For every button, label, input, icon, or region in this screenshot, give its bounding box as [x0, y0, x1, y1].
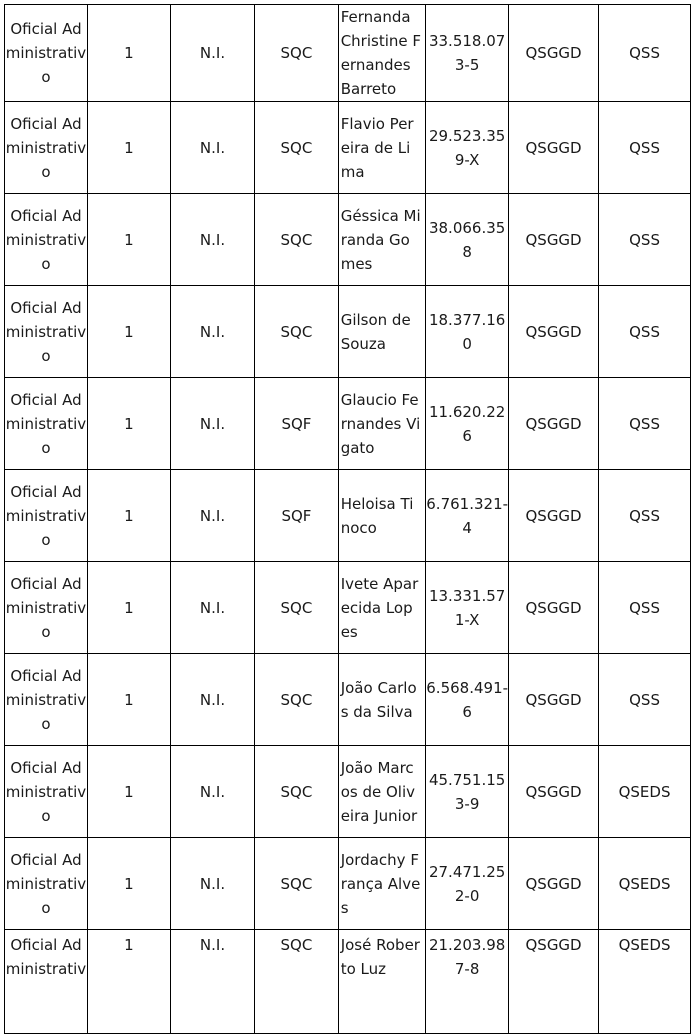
- quantidade-cell: 1: [87, 654, 170, 746]
- matricula-line: 38.066.35: [428, 218, 506, 237]
- tipo-cell: SQC: [255, 930, 339, 1034]
- cargo-cell: [5, 102, 88, 194]
- cargo-cell: [5, 286, 88, 378]
- matricula-cell: [426, 470, 509, 562]
- nome-line: Christine F: [340, 32, 422, 50]
- nome-cell: [338, 746, 426, 838]
- matricula-line: 2-0: [454, 886, 480, 905]
- cargo-cell: [5, 5, 88, 102]
- matricula-line: 1-X: [454, 610, 480, 629]
- quantidade-cell: 1: [87, 746, 170, 838]
- cargo-line: o: [41, 530, 51, 549]
- matricula-cell: [426, 654, 509, 746]
- cargo-line: Oficial Ad: [10, 666, 82, 685]
- matricula-cell: [426, 746, 509, 838]
- table-row: [5, 286, 691, 378]
- nome-line: es: [340, 622, 358, 641]
- matricula-line: 6: [462, 702, 472, 721]
- nome-cell: [338, 654, 426, 746]
- origem-cell: QSGGD: [509, 838, 599, 930]
- cargo-line: ministrativ: [5, 874, 87, 893]
- nome-line: Gilson de: [340, 310, 411, 329]
- quantidade-cell: 1: [87, 930, 170, 1034]
- table-row: [5, 930, 691, 1034]
- cargo-line: Oficial Ad: [10, 936, 82, 954]
- origem-cell: QSGGD: [509, 654, 599, 746]
- ni-cell: N.I.: [170, 930, 254, 1034]
- tipo-cell: SQC: [255, 654, 339, 746]
- destino-cell: QSS: [599, 194, 691, 286]
- nome-line: Ivete Apar: [340, 574, 419, 593]
- cargo-line: o: [41, 806, 51, 825]
- nome-cell: [338, 930, 426, 1034]
- origem-cell: QSGGD: [509, 930, 599, 1034]
- ni-cell: N.I.: [170, 562, 254, 654]
- destino-cell: QSS: [599, 5, 691, 102]
- nome-line: s: [340, 898, 349, 917]
- cargo-line: o: [41, 714, 51, 733]
- tipo-cell: SQC: [255, 286, 339, 378]
- origem-cell: QSGGD: [509, 286, 599, 378]
- ni-cell: N.I.: [170, 470, 254, 562]
- nome-line: Barreto: [340, 80, 397, 98]
- cargo-cell: [5, 562, 88, 654]
- cargo-cell: [5, 746, 88, 838]
- cargo-cell: [5, 838, 88, 930]
- nome-line: Géssica Mi: [340, 206, 421, 225]
- matricula-line: 27.471.25: [428, 862, 506, 881]
- matricula-cell: [426, 930, 509, 1034]
- matricula-line: 0: [462, 334, 472, 353]
- quantidade-cell: 1: [87, 838, 170, 930]
- nome-line: José Rober: [340, 936, 420, 954]
- table-row: [5, 470, 691, 562]
- tipo-cell: SQC: [255, 194, 339, 286]
- table-body: [5, 5, 691, 1034]
- nome-cell: [338, 470, 426, 562]
- servidores-table: [4, 4, 691, 1034]
- nome-line: mes: [340, 254, 373, 273]
- quantidade-cell: 1: [87, 470, 170, 562]
- cargo-line: Oficial Ad: [10, 114, 82, 133]
- origem-cell: QSGGD: [509, 5, 599, 102]
- cargo-line: o: [41, 68, 51, 86]
- cargo-line: ministrativ: [5, 414, 87, 433]
- destino-cell: QSS: [599, 102, 691, 194]
- cargo-line: ministrativ: [5, 960, 87, 978]
- nome-line: ernandes: [340, 56, 411, 74]
- cargo-line: o: [41, 346, 51, 365]
- cargo-line: ministrativ: [5, 782, 87, 801]
- destino-cell: QSS: [599, 654, 691, 746]
- nome-line: noco: [340, 518, 377, 537]
- table-row: [5, 562, 691, 654]
- nome-line: Glaucio Fe: [340, 390, 419, 409]
- tipo-cell: SQC: [255, 746, 339, 838]
- matricula-cell: [426, 562, 509, 654]
- cargo-line: o: [41, 622, 51, 641]
- nome-line: ma: [340, 162, 365, 181]
- matricula-line: 18.377.16: [428, 310, 506, 329]
- origem-cell: QSGGD: [509, 746, 599, 838]
- destino-cell: QSEDS: [599, 838, 691, 930]
- cargo-line: o: [41, 254, 51, 273]
- matricula-cell: [426, 838, 509, 930]
- cargo-line: ministrativ: [5, 506, 87, 525]
- nome-cell: [338, 838, 426, 930]
- nome-line: randa Go: [340, 230, 410, 249]
- table-row: [5, 5, 691, 102]
- nome-line: os de Oliv: [340, 782, 415, 801]
- nome-cell: [338, 378, 426, 470]
- cargo-line: Oficial Ad: [10, 20, 82, 38]
- nome-line: gato: [340, 438, 375, 457]
- quantidade-cell: 1: [87, 562, 170, 654]
- destino-cell: QSEDS: [599, 746, 691, 838]
- cargo-line: Oficial Ad: [10, 206, 82, 225]
- nome-cell: [338, 286, 426, 378]
- matricula-cell: [426, 378, 509, 470]
- tipo-cell: SQC: [255, 562, 339, 654]
- matricula-cell: [426, 194, 509, 286]
- cargo-line: Oficial Ad: [10, 390, 82, 409]
- cargo-line: Oficial Ad: [10, 298, 82, 317]
- quantidade-cell: 1: [87, 102, 170, 194]
- cargo-line: ministrativ: [5, 230, 87, 249]
- nome-line: eira Junior: [340, 806, 418, 825]
- matricula-line: 9-X: [454, 150, 480, 169]
- cargo-cell: [5, 378, 88, 470]
- nome-line: Jordachy F: [340, 850, 419, 869]
- quantidade-cell: 1: [87, 194, 170, 286]
- tipo-cell: SQF: [255, 378, 339, 470]
- cargo-line: Oficial Ad: [10, 758, 82, 777]
- tipo-cell: SQC: [255, 838, 339, 930]
- matricula-line: 29.523.35: [428, 126, 506, 145]
- nome-line: Fernanda: [340, 8, 411, 26]
- matricula-line: 33.518.07: [428, 32, 506, 50]
- nome-line: ecida Lop: [340, 598, 413, 617]
- matricula-line: 11.620.22: [428, 402, 506, 421]
- cargo-line: o: [41, 438, 51, 457]
- cargo-cell: [5, 930, 88, 1034]
- destino-cell: QSS: [599, 470, 691, 562]
- ni-cell: N.I.: [170, 378, 254, 470]
- nome-line: João Carlo: [340, 678, 417, 697]
- quantidade-cell: 1: [87, 5, 170, 102]
- nome-line: to Luz: [340, 960, 387, 978]
- cargo-cell: [5, 470, 88, 562]
- matricula-line: 4: [462, 518, 472, 537]
- matricula-cell: [426, 102, 509, 194]
- tipo-cell: SQF: [255, 470, 339, 562]
- cargo-line: o: [41, 898, 51, 917]
- origem-cell: QSGGD: [509, 102, 599, 194]
- nome-line: s da Silva: [340, 702, 413, 721]
- ni-cell: N.I.: [170, 5, 254, 102]
- cargo-line: ministrativ: [5, 44, 87, 62]
- nome-line: rança Alve: [340, 874, 421, 893]
- table-row: [5, 194, 691, 286]
- nome-line: eira de Li: [340, 138, 411, 157]
- cargo-line: ministrativ: [5, 322, 87, 341]
- cargo-line: Oficial Ad: [10, 482, 82, 501]
- destino-cell: QSS: [599, 562, 691, 654]
- nome-line: Souza: [340, 334, 386, 353]
- matricula-line: 21.203.98: [428, 936, 506, 954]
- cargo-line: ministrativ: [5, 690, 87, 709]
- nome-cell: [338, 194, 426, 286]
- nome-line: Flavio Per: [340, 114, 414, 133]
- matricula-line: 3-9: [454, 794, 480, 813]
- cargo-line: o: [41, 162, 51, 181]
- nome-cell: [338, 102, 426, 194]
- tipo-cell: SQC: [255, 102, 339, 194]
- nome-line: rnandes Vi: [340, 414, 421, 433]
- matricula-line: 6.761.321-: [426, 494, 509, 513]
- destino-cell: QSS: [599, 286, 691, 378]
- matricula-line: 6.568.491-: [426, 678, 509, 697]
- cargo-line: Oficial Ad: [10, 574, 82, 593]
- matricula-line: 7-8: [454, 960, 480, 978]
- ni-cell: N.I.: [170, 746, 254, 838]
- cargo-cell: [5, 654, 88, 746]
- table-row: [5, 102, 691, 194]
- origem-cell: QSGGD: [509, 378, 599, 470]
- cargo-line: ministrativ: [5, 598, 87, 617]
- destino-cell: QSEDS: [599, 930, 691, 1034]
- nome-line: Heloisa Ti: [340, 494, 414, 513]
- quantidade-cell: 1: [87, 286, 170, 378]
- matricula-line: 3-5: [454, 56, 480, 74]
- table-row: [5, 378, 691, 470]
- origem-cell: QSGGD: [509, 194, 599, 286]
- nome-line: João Marc: [340, 758, 414, 777]
- nome-cell: [338, 5, 426, 102]
- origem-cell: QSGGD: [509, 562, 599, 654]
- matricula-line: 6: [462, 426, 472, 445]
- nome-cell: [338, 562, 426, 654]
- matricula-cell: [426, 5, 509, 102]
- ni-cell: N.I.: [170, 194, 254, 286]
- matricula-line: 13.331.57: [428, 586, 506, 605]
- table-row: [5, 838, 691, 930]
- matricula-line: 45.751.15: [428, 770, 506, 789]
- ni-cell: N.I.: [170, 102, 254, 194]
- matricula-cell: [426, 286, 509, 378]
- tipo-cell: SQC: [255, 5, 339, 102]
- origem-cell: QSGGD: [509, 470, 599, 562]
- quantidade-cell: 1: [87, 378, 170, 470]
- cargo-cell: [5, 194, 88, 286]
- table-row: [5, 746, 691, 838]
- matricula-line: 8: [462, 242, 472, 261]
- cargo-line: Oficial Ad: [10, 850, 82, 869]
- ni-cell: N.I.: [170, 838, 254, 930]
- cargo-line: ministrativ: [5, 138, 87, 157]
- ni-cell: N.I.: [170, 654, 254, 746]
- ni-cell: N.I.: [170, 286, 254, 378]
- table-row: [5, 654, 691, 746]
- destino-cell: QSS: [599, 378, 691, 470]
